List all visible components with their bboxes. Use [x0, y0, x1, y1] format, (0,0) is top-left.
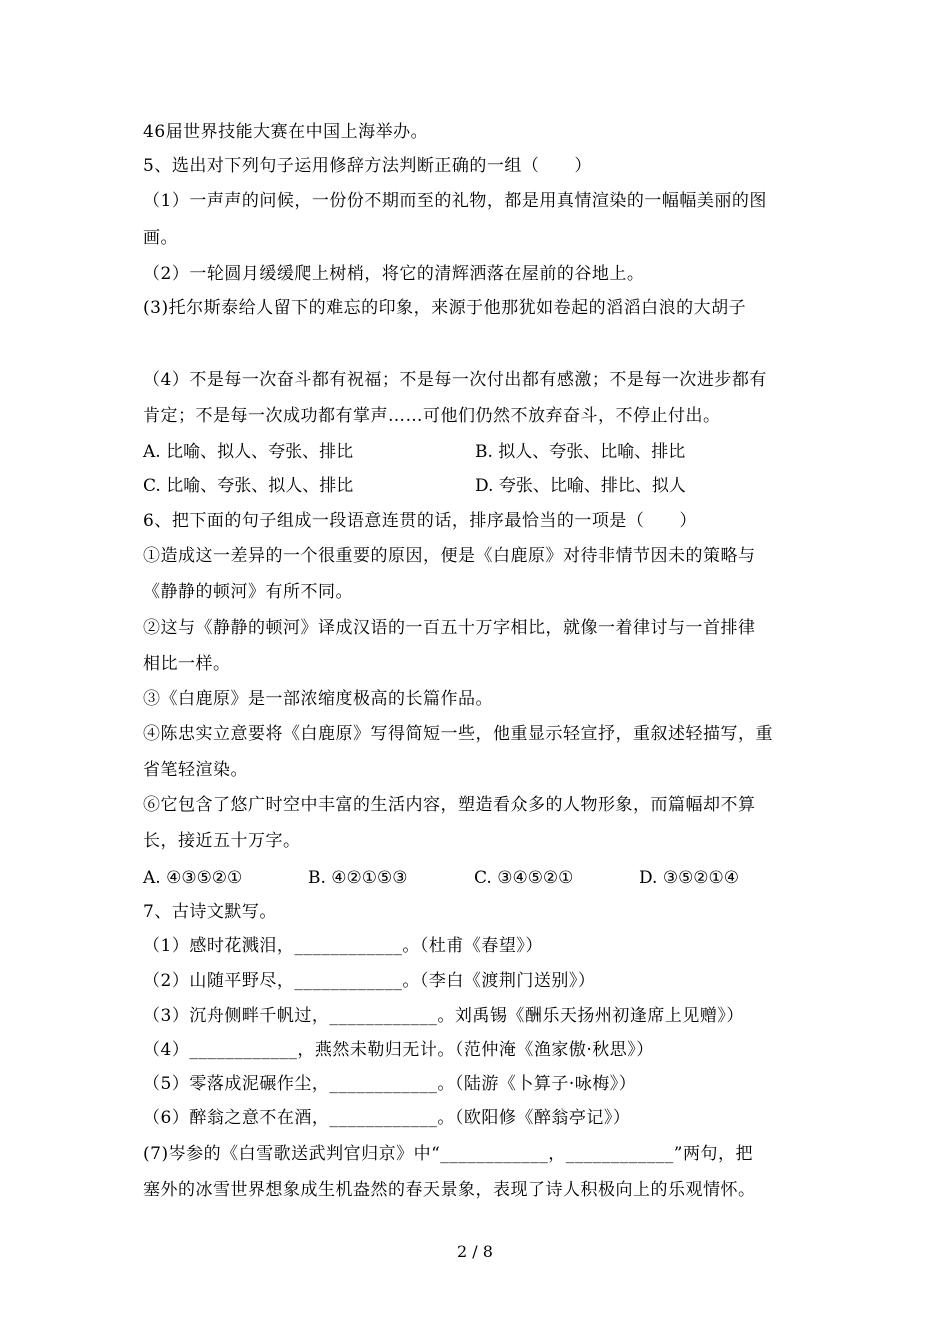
q5-option-d: D. 夸张、比喻、排比、拟人 — [475, 476, 686, 496]
text-line: （2）山随平野尽，____________。（李白《渡荆门送别》） — [143, 971, 596, 991]
question-6-stem: 6、把下面的句子组成一段语意连贯的话，排序最恰当的一项是（ ） — [143, 511, 697, 531]
text-line: (7)岑参的《白雪歌送武判官归京》中“____________，____________”两句，把 — [143, 1144, 753, 1164]
text-line: 长，接近五十万字。 — [143, 831, 301, 851]
text-line: （1）一声声的问候，一份份不期而至的礼物，都是用真情渲染的一幅幅美丽的图 — [143, 191, 767, 211]
text-line: (3)托尔斯泰给人留下的难忘的印象，来源于他那犹如卷起的滔滔白浪的大胡子 — [143, 298, 747, 318]
text-line: （4）____________，燕然未勒归无计。（范仲淹《渔家傲·秋思》） — [143, 1040, 654, 1060]
q6-option-a: A. ④③⑤②① — [143, 868, 243, 888]
text-line: 46届世界技能大赛在中国上海举办。 — [143, 122, 429, 142]
text-line: （5）零落成泥碾作尘，____________。（陆游《卜算子·咏梅》） — [143, 1074, 637, 1094]
question-5-stem: 5、选出对下列句子运用修辞方法判断正确的一组（ ） — [143, 156, 592, 176]
text-line: 肯定；不是每一次成功都有掌声……可他们仍然不放弃奋斗，不停止付出。 — [143, 406, 721, 426]
q6-option-b: B. ④②①⑤③ — [308, 868, 408, 888]
text-line: 画。 — [143, 228, 178, 248]
text-line: 《静静的顿河》有所不同。 — [143, 582, 353, 602]
q6-option-d: D. ③⑤②①④ — [639, 868, 740, 888]
text-line: ②这与《静静的顿河》译成汉语的一百五十万字相比，就像一着律讨与一首排律 — [143, 618, 756, 638]
text-line: ①造成这一差异的一个很重要的原因，便是《白鹿原》对待非情节因未的策略与 — [143, 546, 756, 566]
text-line: （3）沉舟侧畔千帆过，____________。刘禹锡《酬乐天扬州初逢席上见赠》） — [143, 1006, 744, 1026]
q5-option-b: B. 拟人、夸张、比喻、排比 — [475, 442, 686, 462]
text-line: ④陈忠实立意要将《白鹿原》写得简短一些，他重显示轻宣抒，重叙述轻描写，重 — [143, 724, 773, 744]
text-line: ⑥它包含了悠广时空中丰富的生活内容，塑造看众多的人物形象，而篇幅却不算 — [143, 795, 756, 815]
text-line: 塞外的冰雪世界想象成生机盎然的春天景象，表现了诗人积极向上的乐观情怀。 — [143, 1180, 756, 1200]
text-line: （1）感时花溅泪，____________。（杜甫《春望》） — [143, 936, 543, 956]
text-line: 省笔轻渲染。 — [143, 760, 248, 780]
q5-option-a: A. 比喻、拟人、夸张、排比 — [143, 442, 354, 462]
question-7-stem: 7、古诗文默写。 — [143, 902, 277, 922]
text-line: （6）醉翁之意不在酒，____________。（欧阳修《醉翁亭记》） — [143, 1108, 631, 1128]
q5-option-c: C. 比喻、夸张、拟人、排比 — [143, 476, 354, 496]
text-line: ③《白鹿原》是一部浓缩度极高的长篇作品。 — [143, 689, 493, 709]
text-line: （2）一轮圆月缓缓爬上树梢，将它的清辉洒落在屋前的谷地上。 — [143, 264, 645, 284]
text-line: （4）不是每一次奋斗都有祝福；不是每一次付出都有感激；不是每一次进步都有 — [143, 370, 767, 390]
q6-option-c: C. ③④⑤②① — [474, 868, 574, 888]
page-number: 2 / 8 — [457, 1242, 493, 1261]
text-line: 相比一样。 — [143, 654, 231, 674]
